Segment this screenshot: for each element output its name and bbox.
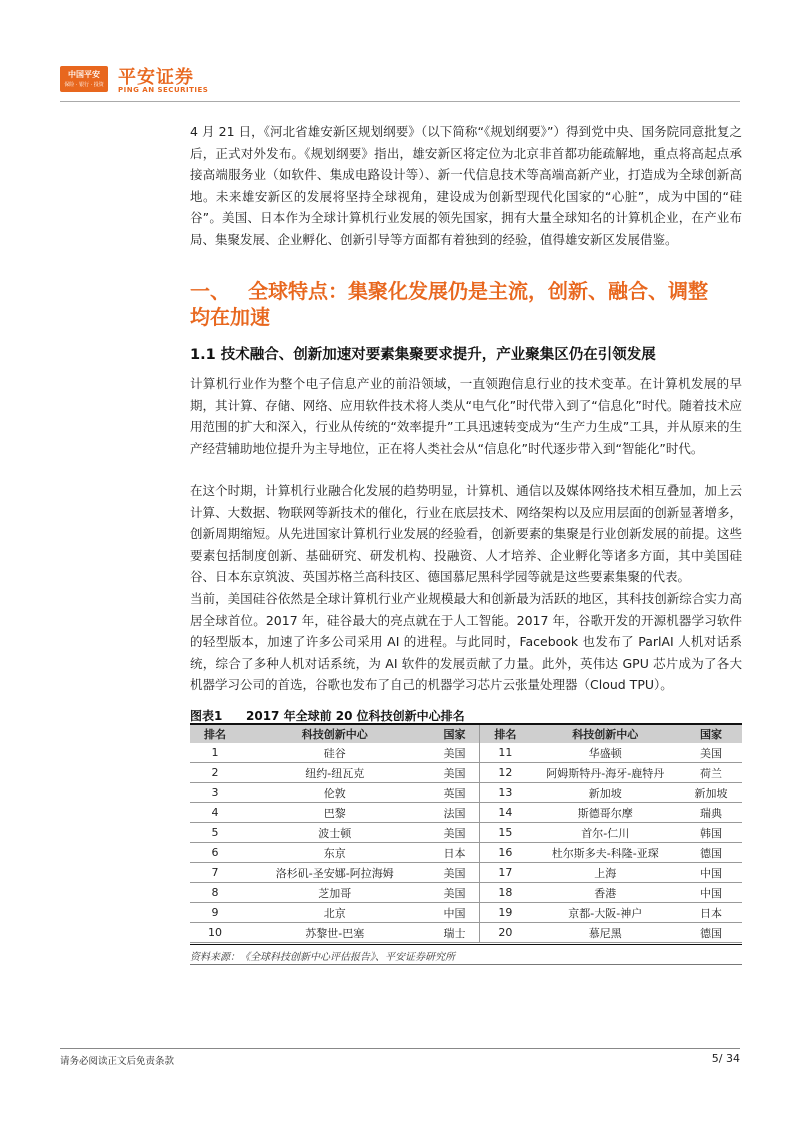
table-bottom-rule [190, 944, 742, 945]
table-cell: 德国 [680, 923, 742, 943]
col-header: 排名 [480, 725, 530, 743]
table-cell: 13 [480, 783, 530, 803]
table-source: 资料来源：《全球科技创新中心评估报告》、平安证券研究所 [190, 952, 455, 963]
table-row [190, 883, 742, 903]
table-row [190, 783, 742, 803]
pingan-logo [60, 66, 108, 92]
col-header: 科技创新中心 [240, 725, 430, 743]
table-cell: 新加坡 [680, 783, 742, 803]
table-cell: 首尔-仁川 [530, 823, 680, 843]
col-header: 国家 [680, 725, 742, 743]
table-cell: 北京 [240, 903, 430, 923]
table-cell: 瑞士 [430, 923, 480, 943]
table-cell: 18 [480, 883, 530, 903]
table-cell: 东京 [240, 843, 430, 863]
table-cell: 阿姆斯特丹-海牙-鹿特丹 [530, 763, 680, 783]
table-cell: 17 [480, 863, 530, 883]
page-number: 5/ 34 [711, 1052, 740, 1065]
table-cell: 英国 [430, 783, 480, 803]
table-cell: 11 [480, 743, 530, 763]
source-divider [190, 964, 742, 965]
table-cell: 伦敦 [240, 783, 430, 803]
table-row [190, 923, 742, 943]
table-cell: 纽约-纽瓦克 [240, 763, 430, 783]
footer-disclaimer: 请务必阅读正文后免责条款 [60, 1056, 175, 1067]
table-cell: 美国 [430, 763, 480, 783]
ranking-table [190, 725, 742, 943]
table-cell: 荷兰 [680, 763, 742, 783]
body-paragraph: 计算机行业作为整个电子信息产业的前沿领域，一直领跑信息行业的技术变革。在计算机发展的早期，其计算、存储、网络、应用软件技术将人类从“电气化”时代带入到了“信息化”时代。随着技术应用范围的扩大和深入，行业从传统的“效率提升”工具迅速转变成为“生产力生成”工具，并从原来的生产经营辅助地位提升为主导地位，正在将人类社会从“信息化”时代逐步带入到“智能化”时代。 [190, 376, 742, 456]
page-header [0, 0, 800, 100]
logo-text: 中国平安 [68, 70, 100, 79]
header-divider [60, 101, 740, 102]
table-cell: 洛杉矶-圣安娜-阿拉海姆 [240, 863, 430, 883]
table-cell: 10 [190, 923, 240, 943]
table-cell: 6 [190, 843, 240, 863]
section-title-line2: 均在加速 [190, 305, 270, 329]
table-row [190, 903, 742, 923]
brand-name-en: PING AN SECURITIES [118, 86, 209, 94]
table-cell: 香港 [530, 883, 680, 903]
body-paragraph: 当前，美国硅谷依然是全球计算机行业产业规模最大和创新最为活跃的地区，其科技创新综合实力高居全球首位。2017 年，硅谷最大的亮点就在于人工智能。2017 年，谷歌开发的开源机器学习软件的轻型版本，加速了许多公司采用 AI 的进程。与此同时，Facebook 也发布了 ParlAI 人机对话系统，综合了多种人机对话系统，为 AI 软件的发展贡献了力量。此外，英伟达 GPU 芯片成为了各大机器学习公司的首选，谷歌也发布了自己的机器学习芯片云张量处理器（Cloud TPU）。 [190, 591, 742, 692]
table-cell: 苏黎世-巴塞 [240, 923, 430, 943]
table-cell: 波士顿 [240, 823, 430, 843]
table-cell: 德国 [680, 843, 742, 863]
table-caption [190, 707, 465, 724]
table-row [190, 763, 742, 783]
table-cell: 9 [190, 903, 240, 923]
table-cell: 瑞典 [680, 803, 742, 823]
table-cell: 京都-大阪-神户 [530, 903, 680, 923]
table-cell: 美国 [430, 883, 480, 903]
table-cell: 中国 [680, 883, 742, 903]
table-row [190, 823, 742, 843]
table-cell: 美国 [680, 743, 742, 763]
table-row [190, 743, 742, 763]
col-header: 国家 [430, 725, 480, 743]
table-cell: 4 [190, 803, 240, 823]
table-cell: 硅谷 [240, 743, 430, 763]
table-cell: 美国 [430, 823, 480, 843]
table-cell: 慕尼黑 [530, 923, 680, 943]
table-cell: 法国 [430, 803, 480, 823]
table-cell: 14 [480, 803, 530, 823]
table-cell: 20 [480, 923, 530, 943]
table-cell: 7 [190, 863, 240, 883]
table-cell: 12 [480, 763, 530, 783]
col-header: 排名 [190, 725, 240, 743]
table-cell: 日本 [430, 843, 480, 863]
table-cell: 5 [190, 823, 240, 843]
table-cell: 2 [190, 763, 240, 783]
table-cell: 杜尔斯多夫-科隆-亚琛 [530, 843, 680, 863]
table-cell: 16 [480, 843, 530, 863]
table-label: 图表1 [190, 709, 223, 723]
table-cell: 中国 [680, 863, 742, 883]
brand-name-cn: 平安证券 [118, 67, 194, 88]
table-cell: 芝加哥 [240, 883, 430, 903]
subsection-heading: 1.1 技术融合、创新加速对要素集聚要求提升，产业聚集区仍在引领发展 [190, 347, 656, 363]
table-header-row [190, 725, 742, 743]
table-cell: 19 [480, 903, 530, 923]
table-cell: 华盛顿 [530, 743, 680, 763]
body-paragraph: 在这个时期，计算机行业融合化发展的趋势明显，计算机、通信以及媒体网络技术相互叠加，加上云计算、大数据、物联网等新技术的催化，行业在底层技术、网络架构以及应用层面的创新显著增多，创新周期缩短。从先进国家计算机行业发展的经验看，创新要素的集聚是行业创新发展的前提。这些要素包括制度创新、基础研究、研发机构、投融资、人才培养、企业孵化等诸多方面，其中美国硅谷、日本东京筑波、英国苏格兰高科技区、德国慕尼黑科学园等就是这些要素集聚的代表。 [190, 483, 742, 584]
table-cell: 8 [190, 883, 240, 903]
table-title: 2017 年全球前 20 位科技创新中心排名 [246, 709, 465, 723]
table-cell: 中国 [430, 903, 480, 923]
table-cell: 美国 [430, 743, 480, 763]
section-heading [190, 278, 750, 330]
footer-divider [60, 1048, 740, 1049]
table-cell: 上海 [530, 863, 680, 883]
section-title-line1: 全球特点：集聚化发展仍是主流，创新、融合、调整 [248, 279, 708, 303]
table-cell: 韩国 [680, 823, 742, 843]
table-row [190, 803, 742, 823]
table-cell: 15 [480, 823, 530, 843]
table-cell: 美国 [430, 863, 480, 883]
logo-subtext: 保险 · 银行 · 投资 [64, 82, 104, 88]
table-cell: 新加坡 [530, 783, 680, 803]
intro-paragraph: 4 月 21 日，《河北省雄安新区规划纲要》（以下简称“《规划纲要》”）得到党中央、国务院同意批复之后，正式对外发布。《规划纲要》指出，雄安新区将定位为北京非首都功能疏解地，重点将高起点承接高端服务业（如软件、集成电路设计等）、新一代信息技术等高端高新产业，打造成为全球创新高地。未来雄安新区的发展将坚持全球视角，建设成为创新型现代化国家的“心脏”，成为中国的“硅谷”。美国、日本作为全球计算机行业发展的领先国家，拥有大量全球知名的计算机企业，在产业布局、集聚发展、企业孵化、创新引导等方面都有着独到的经验，值得雄安新区发展借鉴。 [190, 124, 742, 247]
table-cell: 斯德哥尔摩 [530, 803, 680, 823]
table-row [190, 863, 742, 883]
col-header: 科技创新中心 [530, 725, 680, 743]
section-number: 一、 [190, 279, 230, 303]
table-cell: 1 [190, 743, 240, 763]
table-cell: 3 [190, 783, 240, 803]
table-cell: 巴黎 [240, 803, 430, 823]
table-cell: 日本 [680, 903, 742, 923]
table-row [190, 843, 742, 863]
